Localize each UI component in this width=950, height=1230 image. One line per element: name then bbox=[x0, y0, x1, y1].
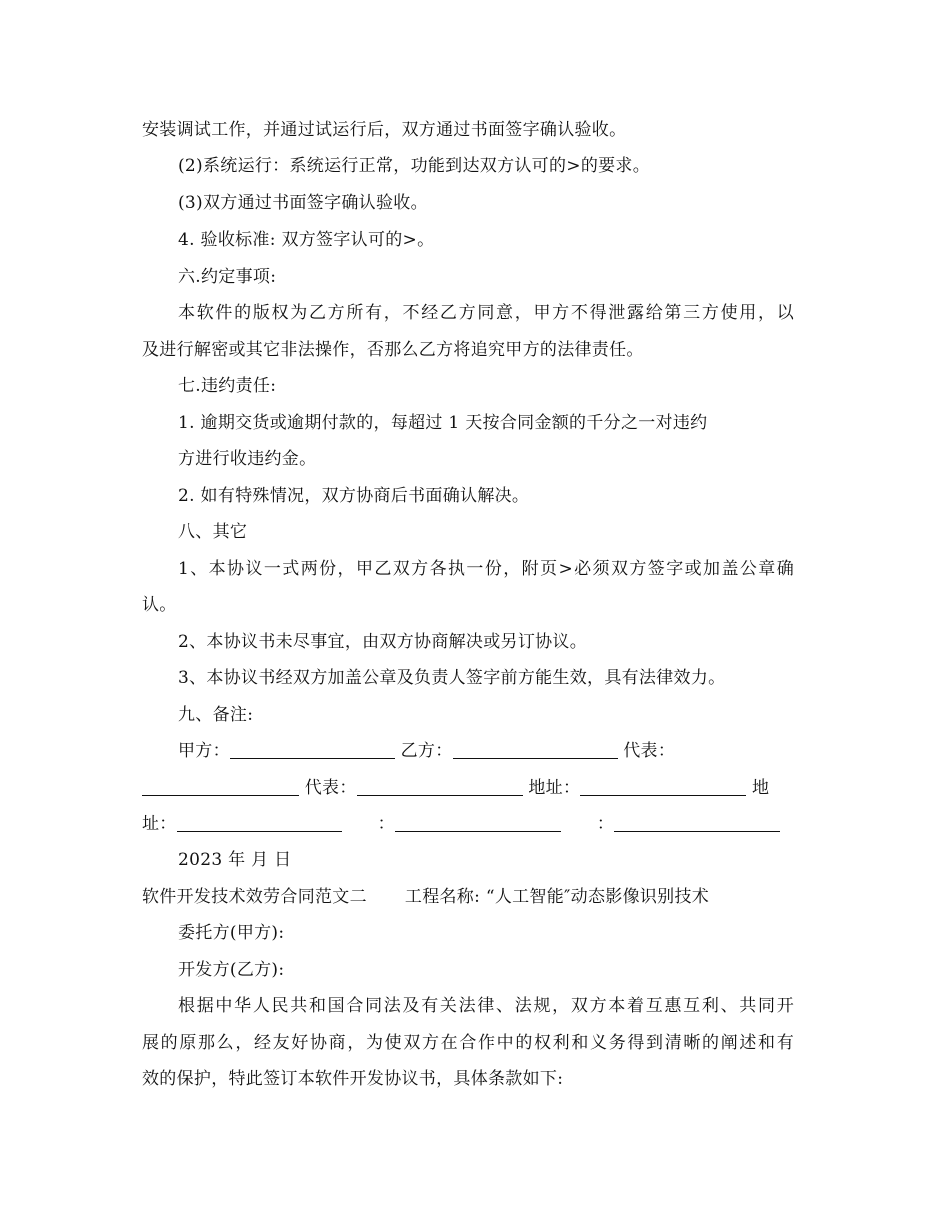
signature-line-2 bbox=[142, 777, 769, 799]
address-blank bbox=[580, 777, 746, 796]
developer-label: 开发方(乙方): bbox=[178, 960, 285, 980]
text-line: 及进行解密或其它非法操作，否那么乙方将追究甲方的法律责任。 bbox=[142, 340, 644, 360]
project-name: 工程名称: “人工智能″动态影像识别技术 bbox=[404, 887, 710, 907]
colon: ： bbox=[377, 814, 395, 834]
blank bbox=[395, 813, 561, 832]
text-line: 根据中华人民共和国合同法及有关法律、法规，双方本着互惠互利、共同开 bbox=[178, 996, 794, 1016]
text-line: 安装调试工作，并通过试运行后，双方通过书面签字确认验收。 bbox=[142, 120, 627, 140]
text-line: 认。 bbox=[142, 595, 177, 615]
contract-two-heading bbox=[142, 886, 709, 908]
party-b-blank bbox=[453, 740, 618, 759]
text-line: 3、本协议书经双方加盖公章及负责人签字前方能生效，具有法律效力。 bbox=[178, 668, 726, 688]
text-line: 方进行收违约金。 bbox=[178, 449, 317, 469]
address-label-end: 址： bbox=[142, 814, 177, 834]
text-line: 1、本协议一式两份，甲乙双方各执一份，附页>必须双方签字或加盖公章确 bbox=[178, 559, 794, 579]
text-line: 1. 逾期交货或逾期付款的，每超过 1 天按合同金额的千分之一对违约 bbox=[178, 413, 708, 433]
text-line: (3)双方通过书面签字确认验收。 bbox=[178, 193, 428, 213]
section-heading: 七.违约责任: bbox=[178, 376, 277, 396]
text-line: 2、本协议书未尽事宜，由双方协商解决或另订协议。 bbox=[178, 632, 588, 652]
signature-line-1 bbox=[178, 740, 675, 762]
text-line: 4. 验收标准: 双方签字认可的>。 bbox=[178, 230, 435, 250]
signature-line-3 bbox=[142, 813, 780, 835]
address-label-start: 地 bbox=[751, 778, 770, 798]
text-line: 展的原那么，经友好协商，为使双方在合作中的权利和义务得到清晰的阐述和有 bbox=[142, 1033, 794, 1053]
party-a-blank bbox=[230, 740, 395, 759]
representative-blank bbox=[357, 777, 523, 796]
address-label: 地址： bbox=[528, 778, 581, 798]
blank bbox=[614, 813, 780, 832]
party-a-label: 甲方： bbox=[178, 741, 230, 761]
representative-label: 代表： bbox=[623, 741, 676, 761]
party-b-label: 乙方： bbox=[400, 741, 453, 761]
address-blank bbox=[177, 813, 342, 832]
text-line: 2. 如有特殊情况，双方协商后书面确认解决。 bbox=[178, 486, 530, 506]
section-heading: 九、备注: bbox=[178, 705, 254, 725]
client-label: 委托方(甲方): bbox=[178, 923, 285, 943]
colon: ： bbox=[596, 814, 615, 834]
text-line: (2)系统运行：系统运行正常，功能到达双方认可的>的要求。 bbox=[178, 156, 651, 176]
section-heading: 八、其它 bbox=[178, 522, 248, 542]
date-line: 2023 年 月 日 bbox=[178, 850, 292, 870]
text-line: 效的保护，特此签订本软件开发协议书，具体条款如下: bbox=[142, 1069, 564, 1089]
section-heading: 六.约定事项: bbox=[178, 267, 277, 287]
representative-blank bbox=[142, 777, 299, 796]
representative-label: 代表： bbox=[304, 778, 357, 798]
text-line: 本软件的版权为乙方所有，不经乙方同意，甲方不得泄露给第三方使用，以 bbox=[178, 303, 794, 323]
contract-two-title: 软件开发技术效劳合同范文二 bbox=[142, 887, 367, 907]
